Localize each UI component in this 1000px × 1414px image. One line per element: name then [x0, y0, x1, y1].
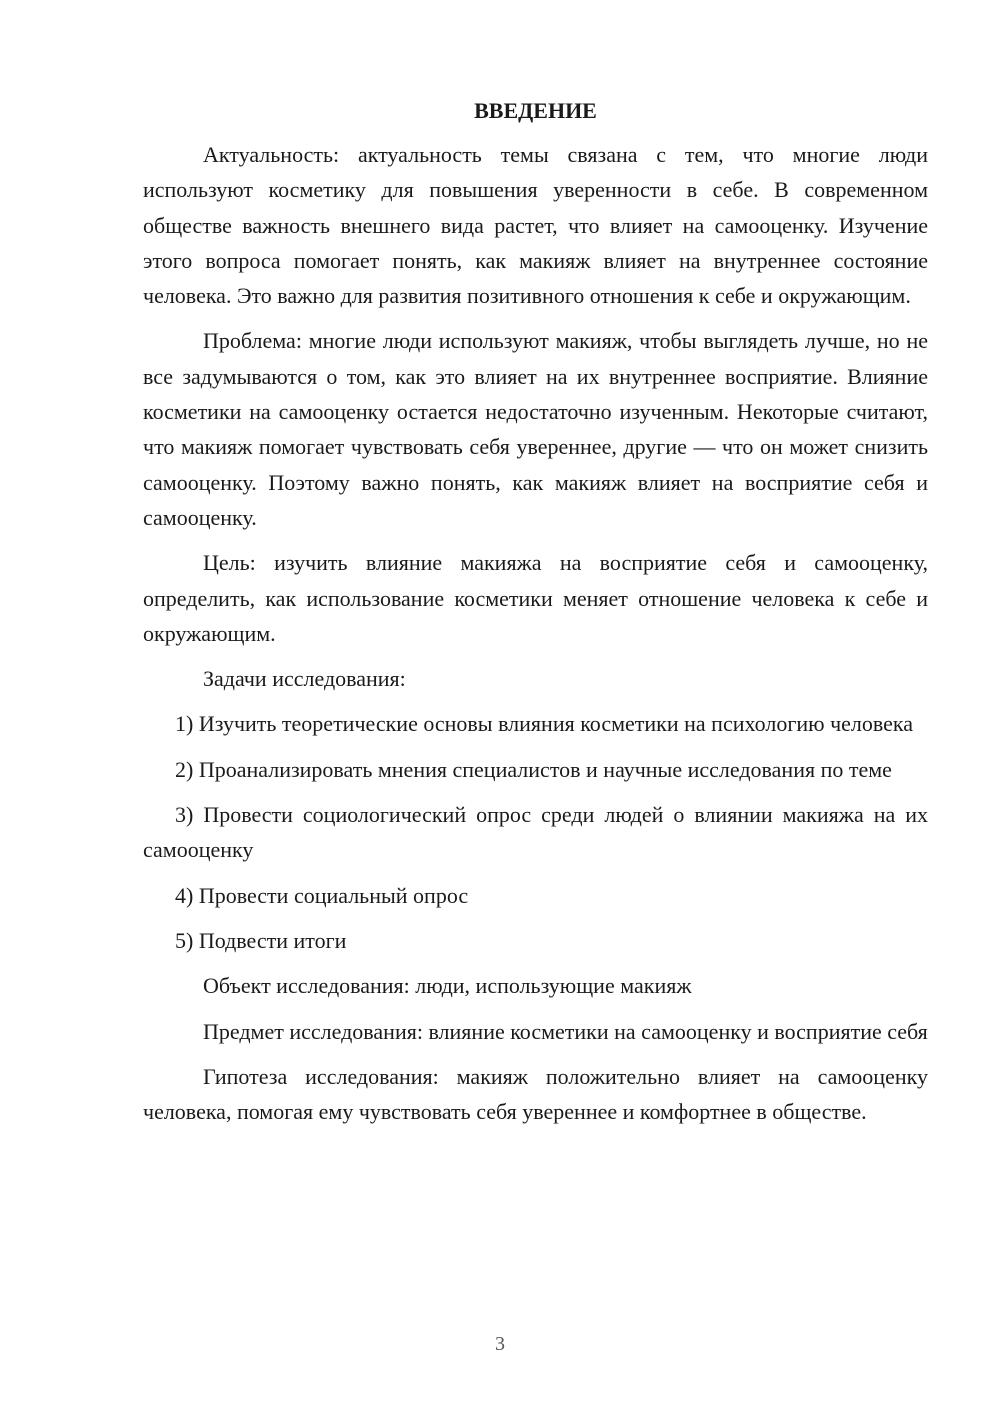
subject-paragraph: Предмет исследования: влияние косметики на самооценку и восприятие себя [203, 1018, 928, 1044]
goal-paragraph: Цель: изучить влияние макияжа на восприятие себя и самооценку, определить, как использование косметики меняет отношение человека к себе и окружающим. [143, 550, 928, 646]
page-title: ВВЕДЕНИЕ [474, 98, 597, 123]
task-item-3: 3) Провести социологический опрос среди людей о влиянии макияжа на их самооценку [143, 802, 928, 863]
task-item-1: 1) Изучить теоретические основы влияния косметики на психологию человека [175, 711, 914, 737]
task-item-4: 4) Провести социальный опрос [175, 882, 469, 908]
document-page [143, 96, 928, 1129]
relevance-paragraph: Актуальность: актуальность темы связана с тем, что многие люди используют косметику для повышения уверенности в себе. В современном обществе важность внешнего вида растет, что влияет на самооценку. Изучение этого вопроса помогает понять, как макияж влияет на внутреннее состояние человека. Это важно для развития позитивного отношения к себе и окружающим. [143, 142, 928, 309]
tasks-heading: Задачи исследования: [203, 666, 406, 692]
object-paragraph: Объект исследования: люди, использующие макияж [203, 973, 692, 999]
problem-paragraph: Проблема: многие люди используют макияж, чтобы выглядеть лучше, но не все задумываются о том, как это влияет на их внутреннее восприятие. Влияние косметики на самооценку остается недостаточно изученным. Некоторые считают, что макияж помогает чувствовать себя увереннее, другие — что он может снизить самооценку. Поэтому важно понять, как макияж влияет на восприятие себя и самооценку. [143, 328, 928, 530]
task-item-2: 2) Проанализировать мнения специалистов и научные исследования по теме [175, 756, 892, 782]
page-number: 3 [495, 1333, 505, 1355]
task-item-5: 5) Подвести итоги [175, 927, 347, 953]
hypothesis-paragraph: Гипотеза исследования: макияж положительно влияет на самооценку человека, помогая ему чувствовать себя увереннее и комфортнее в обществе. [143, 1063, 928, 1125]
